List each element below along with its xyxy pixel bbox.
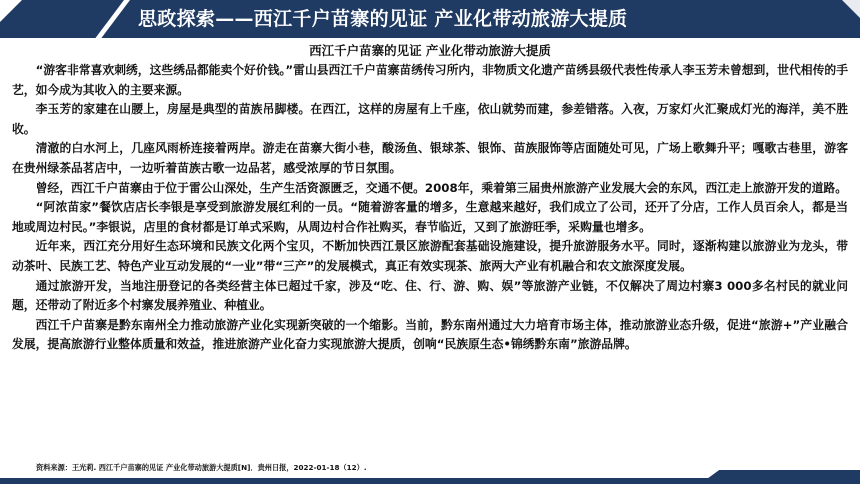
article-paragraph: 清澈的白水河上，几座风雨桥连接着两岸。游走在苗寨大街小巷，酸汤鱼、银球茶、银饰、苗族服饰等店面随处可见，广场上歌舞升平；嘎歌古巷里，游客在贵州绿茶品茗店中，一边听着苗族古歌一边品茗，感受浓厚的节日氛围。 bbox=[12, 141, 848, 175]
source-citation: 资料来源：王光莉. 西江千户苗寨的见证 产业化带动旅游大提质[N]．贵州日报，2022-01-18（12）. bbox=[36, 463, 367, 472]
article-paragraph: “阿浓苗家”餐饮店店长李银是享受到旅游发展红利的一员。“随着游客量的增多，生意越来越好，我们成立了公司，还开了分店，工作人员百余人，都是当地或周边村民。”李银说，店里的食材都是订单式采购，从周边村合作社购买，春节临近，又到了旅游旺季，采购量也增多。 bbox=[12, 200, 848, 234]
article-paragraph: 曾经，西江千户苗寨由于位于雷公山深处，生产生活资源匮乏，交通不便。2008年，乘着第三届贵州旅游产业发展大会的东风，西江走上旅游开发的道路。 bbox=[35, 180, 848, 195]
corner-decoration-left bbox=[0, 0, 22, 22]
article-paragraph: “游客非常喜欢刺绣，这些绣品都能卖个好价钱。”雷山县西江千户苗寨苗绣传习所内，非物质文化遗产苗绣县级代表性传承人李玉芳未曾想到，世代相传的手艺，如今成为其收入的主要来源。 bbox=[12, 63, 848, 97]
article-paragraph: 近年来，西江充分用好生态环境和民族文化两个宝贝，不断加快西江景区旅游配套基础设施建设，提升旅游服务水平。同时，逐渐构建以旅游业为龙头，带动茶叶、民族工艺、特色产业互动发展的“一业”带“三产”的发展模式，真正有效实现茶、旅两大产业有机融合和农文旅深度发展。 bbox=[12, 239, 848, 273]
article-paragraph: 李玉芳的家建在山腰上，房屋是典型的苗族吊脚楼。在西江，这样的房屋有上千座，依山就势而建，参差错落。入夜，万家灯火汇聚成灯光的海洋，美不胜收。 bbox=[12, 102, 848, 136]
title-banner bbox=[0, 0, 860, 38]
footer-accent-tab bbox=[700, 470, 860, 484]
slide-title: 思政探索——西江千户苗寨的见证 产业化带动旅游大提质 bbox=[138, 8, 628, 30]
article-body bbox=[12, 42, 848, 355]
corner-decoration-right bbox=[842, 0, 860, 18]
article-paragraph: 通过旅游开发，当地注册登记的各类经营主体已超过千家，涉及“吃、住、行、游、购、娱”等旅游产业链，不仅解决了周边村寨3 000多名村民的就业问题，还带动了附近多个村寨发展养殖业、种植业。 bbox=[12, 278, 848, 313]
article-title: 西江千户苗寨的见证 产业化带动旅游大提质 bbox=[309, 43, 551, 58]
article-paragraph: 西江千户苗寨是黔东南州全力推动旅游产业化实现新突破的一个缩影。当前，黔东南州通过大力培育市场主体，推动旅游业态升级，促进“旅游+”产业融合发展，提高旅游行业整体质量和效益，推进旅游产业化奋力实现旅游大提质，创响“民族原生态•锦绣黔东南”旅游品牌。 bbox=[12, 317, 848, 352]
